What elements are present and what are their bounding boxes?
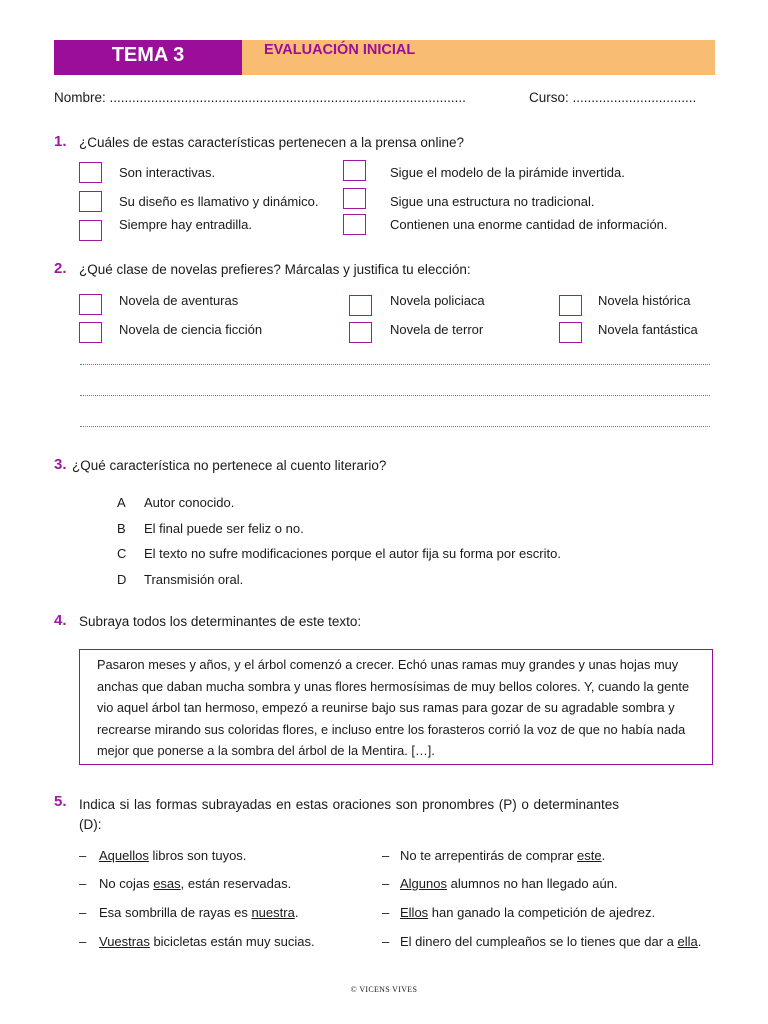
q5-underlined-8: ella: [677, 934, 698, 949]
q1-option-1: Son interactivas.: [119, 165, 216, 180]
q2-checkbox-1[interactable]: [79, 294, 102, 315]
q4-number: 4.: [54, 612, 67, 629]
q5-underlined-6: Ellos: [400, 905, 429, 920]
q5-item-5: Esa sombrilla de rayas es nuestra.: [99, 905, 299, 920]
q1-checkbox-2[interactable]: [343, 160, 366, 181]
answer-line-3[interactable]: [80, 426, 710, 427]
q2-option-3: Novela histórica: [598, 293, 691, 308]
q2-checkbox-6[interactable]: [559, 322, 582, 343]
q3-question: ¿Qué característica no pertenece al cuento literario?: [72, 458, 387, 473]
q5-underlined-7: Vuestras: [99, 934, 150, 949]
q2-option-2: Novela policiaca: [390, 293, 485, 308]
q1-option-2: Sigue el modelo de la pirámide invertida.: [390, 165, 625, 180]
q2-checkbox-5[interactable]: [349, 322, 372, 343]
q5-dash-1: –: [79, 848, 87, 863]
q2-option-4: Novela de ciencia ficción: [119, 322, 263, 337]
q3-option-b: El final puede ser feliz o no.: [144, 521, 304, 536]
q5-item-1: Aquellos libros son tuyos.: [99, 848, 247, 863]
q3-number: 3.: [54, 456, 67, 473]
tema-label: TEMA 3: [111, 44, 185, 66]
q5-question: Indica si las formas subrayadas en estas oraciones son pronombres (P) o determinantes (D):: [79, 797, 619, 832]
q1-option-5: Siempre hay entradilla.: [119, 217, 252, 232]
passage-text[interactable]: Pasaron meses y años, y el árbol comenzó a crecer. Echó unas ramas muy grandes y unas hojas muy anchas que daban mucha sombra y unas flores hermosísimas de muy bellos colores. Y, cuando la gente vio aquel árbol tan hermoso, empezó a reunirse bajo sus ramas para gozar de su agradable sombra y recrearse mirando sus coloridas flores, e incluso entre los forasteros corrió la voz de que no había nada mejor que ponerse a la sombra del árbol de la Mentira. […].: [97, 657, 690, 759]
q3-option-c: El texto no sufre modificaciones porque el autor fija su forma por escrito.: [144, 546, 561, 561]
q2-option-6: Novela fantástica: [598, 322, 698, 337]
page-title: EVALUACIÓN INICIAL: [264, 42, 416, 58]
q3-option-a: Autor conocido.: [144, 495, 235, 510]
title-banner: [242, 40, 715, 75]
q5-item-6: Ellos han ganado la competición de ajedrez.: [400, 905, 656, 920]
q5-underlined-2: este: [577, 848, 602, 863]
q1-checkbox-6[interactable]: [343, 214, 366, 235]
q3-letter-a[interactable]: A: [117, 495, 126, 510]
q1-option-4: Sigue una estructura no tradicional.: [390, 194, 595, 209]
q5-number: 5.: [54, 793, 67, 810]
answer-line-2[interactable]: [80, 395, 710, 396]
q2-number: 2.: [54, 260, 67, 277]
q1-number: 1.: [54, 133, 67, 150]
q1-checkbox-4[interactable]: [343, 188, 366, 209]
q5-dash-5: –: [79, 905, 87, 920]
q2-checkbox-2[interactable]: [349, 295, 372, 316]
q2-checkbox-3[interactable]: [559, 295, 582, 316]
q5-item-7: Vuestras bicicletas están muy sucias.: [99, 934, 315, 949]
q5-item-4: Algunos alumnos no han llegado aún.: [400, 876, 618, 891]
q5-item-2: No te arrepentirás de comprar este.: [400, 848, 606, 863]
q1-question: ¿Cuáles de estas características pertenecen a la prensa online?: [79, 135, 464, 150]
footer-copyright: © VICENS VIVES: [350, 985, 418, 994]
q2-question: ¿Qué clase de novelas prefieres? Márcalas y justifica tu elección:: [79, 262, 471, 277]
q2-option-1: Novela de aventuras: [119, 293, 239, 308]
q1-option-6: Contienen una enorme cantidad de información.: [390, 217, 668, 232]
q5-dash-3: –: [79, 876, 87, 891]
q1-checkbox-3[interactable]: [79, 191, 102, 212]
q1-option-3: Su diseño es llamativo y dinámico.: [119, 194, 319, 209]
q5-dash-4: –: [382, 876, 390, 891]
q3-letter-b[interactable]: B: [117, 521, 126, 536]
q3-option-d: Transmisión oral.: [144, 572, 244, 587]
q5-item-3: No cojas esas, están reservadas.: [99, 876, 292, 891]
q2-option-5: Novela de terror: [390, 322, 484, 337]
curso-field[interactable]: Curso: .................................: [529, 90, 697, 105]
answer-line-1[interactable]: [80, 364, 710, 365]
tema-banner: [54, 40, 242, 75]
passage-box[interactable]: [79, 649, 713, 765]
q2-checkbox-4[interactable]: [79, 322, 102, 343]
q5-underlined-5: nuestra: [251, 905, 295, 920]
q3-letter-c[interactable]: C: [117, 546, 127, 561]
q5-dash-7: –: [79, 934, 87, 949]
q4-question: Subraya todos los determinantes de este texto:: [79, 614, 362, 629]
q5-underlined-4: Algunos: [400, 876, 447, 891]
q1-checkbox-1[interactable]: [79, 162, 102, 183]
q5-underlined-3: esas: [153, 876, 181, 891]
q3-letter-d[interactable]: D: [117, 572, 127, 587]
q5-dash-6: –: [382, 905, 390, 920]
q5-dash-8: –: [382, 934, 390, 949]
q5-underlined-1: Aquellos: [99, 848, 149, 863]
q5-dash-2: –: [382, 848, 390, 863]
q5-item-8: El dinero del cumpleaños se lo tienes que dar a ella.: [400, 934, 702, 949]
nombre-field[interactable]: Nombre: ...............................................................................................: [54, 90, 466, 105]
q1-checkbox-5[interactable]: [79, 220, 102, 241]
